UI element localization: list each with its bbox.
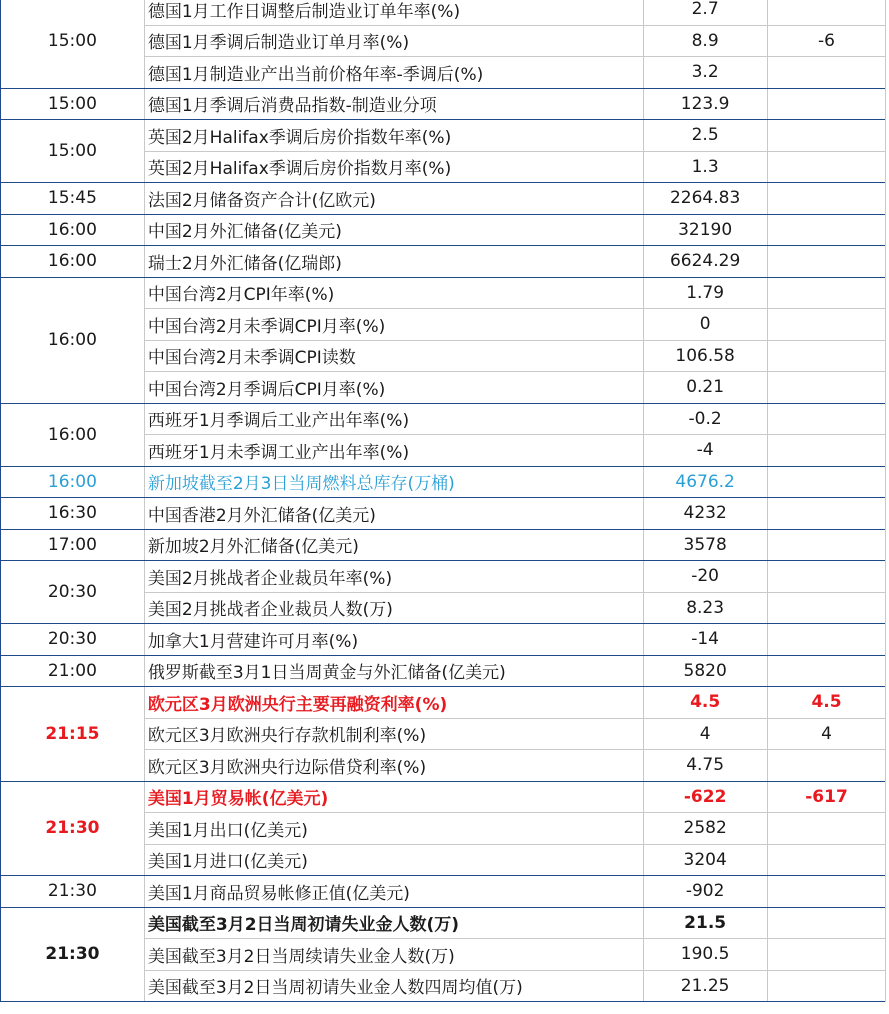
previous-cell [767, 624, 886, 656]
indicator-name: 美国1月贸易帐(亿美元) [144, 781, 643, 813]
time-cell: 15:00 [1, 0, 145, 88]
value-cell: 3204 [643, 844, 767, 876]
previous-cell [767, 529, 886, 561]
table-row [1, 0, 889, 25]
time-cell: 21:30 [1, 781, 145, 876]
indicator-name: 新加坡截至2月3日当周燃料总库存(万桶) [144, 466, 643, 498]
previous-cell [767, 372, 886, 404]
indicator-name: 美国1月商品贸易帐修正值(亿美元) [144, 876, 643, 908]
previous-cell [767, 844, 886, 876]
table-row-highlighted [1, 781, 889, 813]
value-cell: 106.58 [643, 340, 767, 372]
previous-cell: 4 [767, 718, 886, 750]
indicator-name: 欧元区3月欧洲央行边际借贷利率(%) [144, 750, 643, 782]
time-cell: 17:00 [1, 529, 145, 561]
value-cell: 3.2 [643, 57, 767, 89]
value-cell: 123.9 [643, 88, 767, 120]
time-cell: 20:30 [1, 624, 145, 656]
indicator-name: 中国台湾2月未季调CPI读数 [144, 340, 643, 372]
time-cell: 15:45 [1, 183, 145, 215]
time-cell: 16:00 [1, 246, 145, 278]
previous-cell [767, 214, 886, 246]
time-cell: 16:00 [1, 403, 145, 466]
value-cell: 8.9 [643, 25, 767, 57]
value-cell: 5820 [643, 655, 767, 687]
table-row [1, 277, 889, 309]
value-cell: 190.5 [643, 939, 767, 971]
indicator-name: 中国台湾2月CPI年率(%) [144, 277, 643, 309]
time-cell: 16:00 [1, 277, 145, 403]
indicator-name: 法国2月储备资产合计(亿欧元) [144, 183, 643, 215]
value-cell: 4676.2 [643, 466, 767, 498]
time-cell: 15:00 [1, 120, 145, 183]
indicator-name: 德国1月季调后消费品指数-制造业分项 [144, 88, 643, 120]
previous-cell [767, 498, 886, 530]
previous-cell [767, 183, 886, 215]
time-cell: 16:30 [1, 498, 145, 530]
indicator-name: 中国2月外汇储备(亿美元) [144, 214, 643, 246]
previous-cell: -617 [767, 781, 886, 813]
indicator-name: 英国2月Halifax季调后房价指数月率(%) [144, 151, 643, 183]
value-cell: 4232 [643, 498, 767, 530]
table-row-highlighted [1, 907, 889, 939]
value-cell: -622 [643, 781, 767, 813]
indicator-name: 俄罗斯截至3月1日当周黄金与外汇储备(亿美元) [144, 655, 643, 687]
value-cell: 8.23 [643, 592, 767, 624]
value-cell: 0 [643, 309, 767, 341]
value-cell: 21.25 [643, 970, 767, 1002]
previous-cell [767, 0, 886, 25]
indicator-name: 西班牙1月季调后工业产出年率(%) [144, 403, 643, 435]
value-cell: 1.3 [643, 151, 767, 183]
table-row [1, 529, 889, 561]
previous-cell [767, 655, 886, 687]
value-cell: -4 [643, 435, 767, 467]
time-cell: 21:30 [1, 876, 145, 908]
indicator-name: 中国台湾2月未季调CPI月率(%) [144, 309, 643, 341]
value-cell: -0.2 [643, 403, 767, 435]
indicator-name: 西班牙1月未季调工业产出年率(%) [144, 435, 643, 467]
previous-cell: -6 [767, 25, 886, 57]
previous-cell [767, 970, 886, 1002]
indicator-name: 美国2月挑战者企业裁员人数(万) [144, 592, 643, 624]
value-cell: 4 [643, 718, 767, 750]
previous-cell [767, 939, 886, 971]
value-cell: -20 [643, 561, 767, 593]
previous-cell [767, 309, 886, 341]
time-cell: 20:30 [1, 561, 145, 624]
previous-cell [767, 340, 886, 372]
table-row [1, 561, 889, 593]
previous-cell [767, 120, 886, 152]
time-cell: 21:15 [1, 687, 145, 782]
value-cell: 3578 [643, 529, 767, 561]
table-row [1, 403, 889, 435]
indicator-name: 德国1月制造业产出当前价格年率-季调后(%) [144, 57, 643, 89]
previous-cell [767, 561, 886, 593]
table-row [1, 876, 889, 908]
table-row-highlighted [1, 687, 889, 719]
value-cell: 2264.83 [643, 183, 767, 215]
previous-cell [767, 57, 886, 89]
value-cell: 6624.29 [643, 246, 767, 278]
value-cell: 2.5 [643, 120, 767, 152]
previous-cell: 4.5 [767, 687, 886, 719]
previous-cell [767, 151, 886, 183]
table-row [1, 183, 889, 215]
previous-cell [767, 403, 886, 435]
table-row [1, 624, 889, 656]
time-cell: 21:30 [1, 907, 145, 1002]
indicator-name: 美国1月进口(亿美元) [144, 844, 643, 876]
previous-cell [767, 277, 886, 309]
indicator-name: 美国截至3月2日当周续请失业金人数(万) [144, 939, 643, 971]
indicator-name: 德国1月工作日调整后制造业订单年率(%) [144, 0, 643, 25]
indicator-name: 欧元区3月欧洲央行主要再融资利率(%) [144, 687, 643, 719]
value-cell: -14 [643, 624, 767, 656]
value-cell: 4.5 [643, 687, 767, 719]
value-cell: 0.21 [643, 372, 767, 404]
previous-cell [767, 88, 886, 120]
table-row-highlighted [1, 466, 889, 498]
previous-cell [767, 813, 886, 845]
indicator-name: 美国2月挑战者企业裁员年率(%) [144, 561, 643, 593]
table-row [1, 246, 889, 278]
previous-cell [767, 907, 886, 939]
indicator-name: 中国香港2月外汇储备(亿美元) [144, 498, 643, 530]
indicator-name: 德国1月季调后制造业订单月率(%) [144, 25, 643, 57]
value-cell: 21.5 [643, 907, 767, 939]
value-cell: 32190 [643, 214, 767, 246]
previous-cell [767, 466, 886, 498]
time-cell: 15:00 [1, 88, 145, 120]
time-cell: 21:00 [1, 655, 145, 687]
indicator-name: 瑞士2月外汇储备(亿瑞郎) [144, 246, 643, 278]
time-cell: 16:00 [1, 466, 145, 498]
previous-cell [767, 435, 886, 467]
indicator-name: 中国台湾2月季调后CPI月率(%) [144, 372, 643, 404]
value-cell: 1.79 [643, 277, 767, 309]
indicator-name: 美国1月出口(亿美元) [144, 813, 643, 845]
table-row [1, 498, 889, 530]
indicator-name: 美国截至3月2日当周初请失业金人数四周均值(万) [144, 970, 643, 1002]
indicator-name: 加拿大1月营建许可月率(%) [144, 624, 643, 656]
time-cell: 16:00 [1, 214, 145, 246]
previous-cell [767, 246, 886, 278]
value-cell: -902 [643, 876, 767, 908]
value-cell: 2582 [643, 813, 767, 845]
indicator-name: 欧元区3月欧洲央行存款机制利率(%) [144, 718, 643, 750]
table-row [1, 88, 889, 120]
value-cell: 4.75 [643, 750, 767, 782]
value-cell: 2.7 [643, 0, 767, 25]
previous-cell [767, 876, 886, 908]
table-row [1, 655, 889, 687]
indicator-name: 美国截至3月2日当周初请失业金人数(万) [144, 907, 643, 939]
previous-cell [767, 750, 886, 782]
table-row [1, 214, 889, 246]
indicator-name: 新加坡2月外汇储备(亿美元) [144, 529, 643, 561]
indicator-name: 英国2月Halifax季调后房价指数年率(%) [144, 120, 643, 152]
previous-cell [767, 592, 886, 624]
table-row [1, 120, 889, 152]
